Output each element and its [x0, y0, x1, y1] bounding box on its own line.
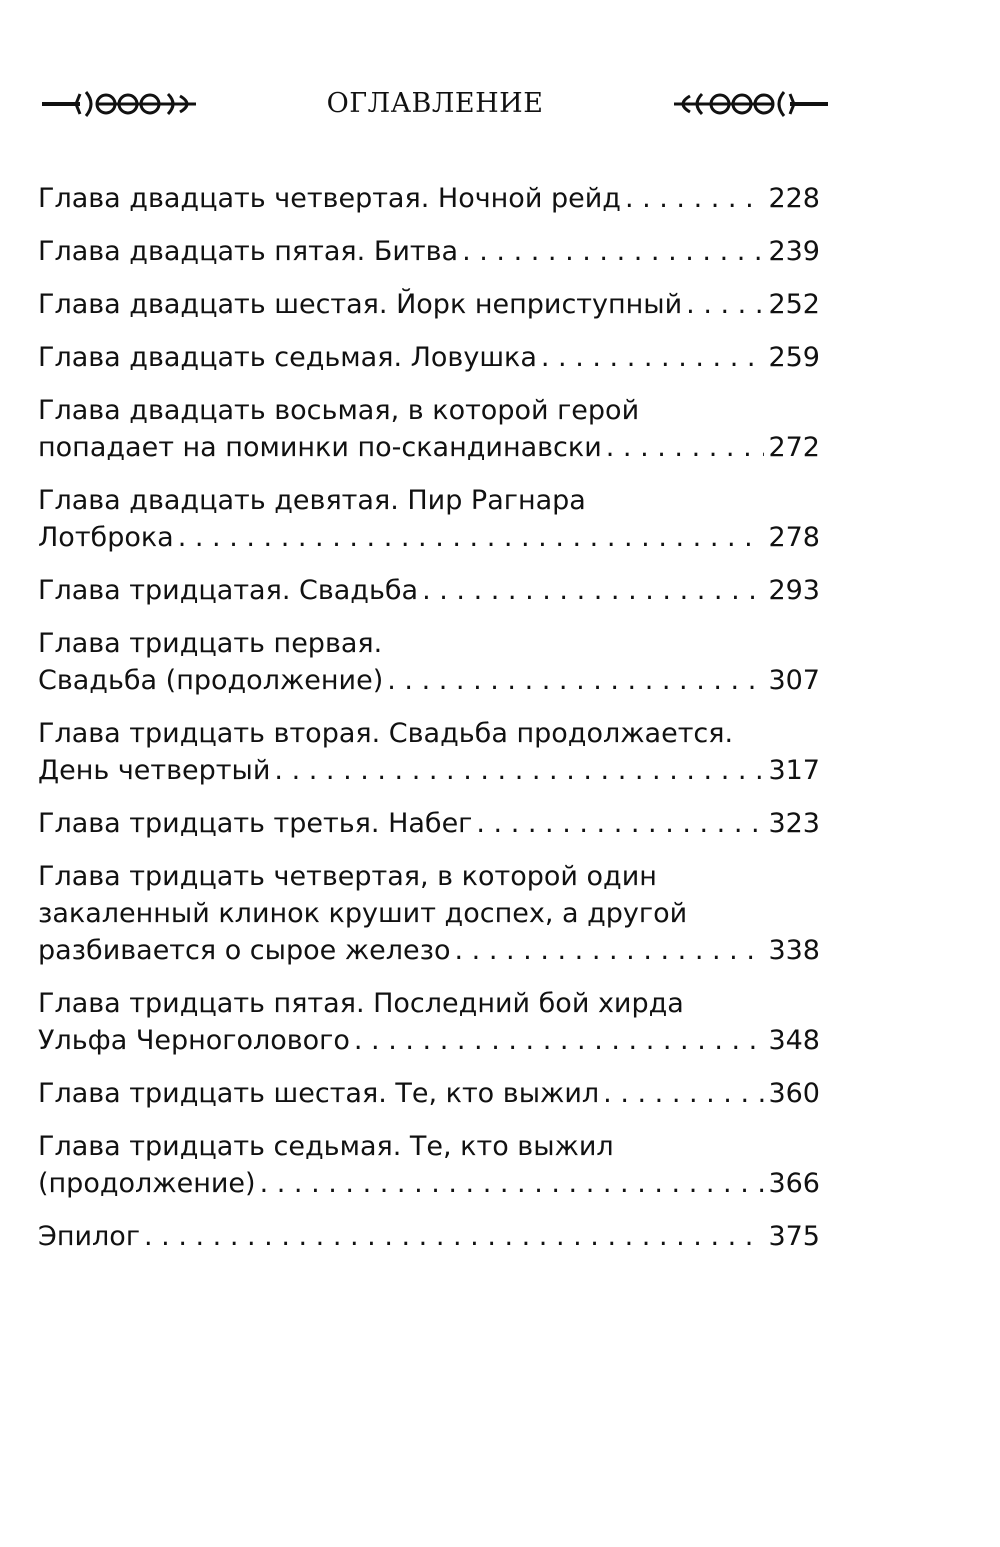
toc-entry-title-line: Глава тридцать вторая. Свадьба продолжается. — [38, 718, 734, 749]
toc-entry — [38, 286, 820, 323]
dot-leader — [354, 1022, 765, 1059]
toc-entry-last-line — [38, 1218, 820, 1255]
toc-entry — [38, 1075, 820, 1112]
toc-entry-title-line: Глава тридцать первая. — [38, 628, 383, 659]
page-title: ОГЛАВЛЕНИЕ — [326, 88, 544, 119]
dot-leader — [260, 1165, 765, 1202]
toc-entry-page-number: 259 — [768, 342, 820, 373]
toc-entry-title-line: Глава тридцать седьмая. Те, кто выжил — [38, 1131, 614, 1162]
dot-leader — [178, 519, 765, 556]
toc-entry-last-line — [38, 286, 820, 323]
toc-entry-last-line — [38, 932, 820, 969]
toc-entry-title-line: Глава двадцать пятая. Битва — [38, 236, 459, 267]
toc-entry-title-line: попадает на поминки по-скандинавски — [38, 432, 602, 463]
toc-entry-title-line: Глава тридцать пятая. Последний бой хирда — [38, 988, 684, 1019]
toc-header — [40, 78, 830, 130]
toc-entry — [38, 1218, 820, 1255]
toc-entry — [38, 858, 820, 969]
toc-entry-page-number: 338 — [768, 935, 820, 966]
toc-entry-page-number: 317 — [768, 755, 820, 786]
toc-entry-title-line: (продолжение) — [38, 1168, 256, 1199]
toc-entry — [38, 625, 820, 699]
toc-entry-last-line — [38, 1165, 820, 1202]
toc-entry-last-line — [38, 519, 820, 556]
toc-entry-page-number: 252 — [768, 289, 820, 320]
toc-entry-title-line: Свадьба (продолжение) — [38, 665, 384, 696]
toc-entry-last-line — [38, 339, 820, 376]
toc-entry — [38, 985, 820, 1059]
toc-entry-page-number: 348 — [768, 1025, 820, 1056]
toc-entry-page-number: 323 — [768, 808, 820, 839]
dot-leader — [541, 339, 765, 376]
toc-entry-last-line — [38, 1075, 820, 1112]
toc-entry — [38, 805, 820, 842]
toc-entry-title-line: Лотброка — [38, 522, 174, 553]
dot-leader — [603, 1075, 764, 1112]
toc-entry-last-line — [38, 572, 820, 609]
toc-entry-last-line — [38, 429, 820, 466]
dot-leader — [476, 805, 764, 842]
toc-entry — [38, 482, 820, 556]
toc-entry-page-number: 239 — [768, 236, 820, 267]
toc-entry — [38, 392, 820, 466]
table-of-contents — [38, 180, 820, 1271]
dot-leader — [144, 1218, 764, 1255]
toc-entry-page-number: 293 — [768, 575, 820, 606]
toc-entry — [38, 572, 820, 609]
toc-entry-page-number: 272 — [768, 432, 820, 463]
toc-entry — [38, 233, 820, 270]
dot-leader — [387, 662, 764, 699]
toc-entry-title-line: Глава двадцать шестая. Йорк неприступный — [38, 289, 683, 320]
toc-entry-title-line: Глава тридцать шестая. Те, кто выжил — [38, 1078, 600, 1109]
toc-entry-title-line: День четвертый — [38, 755, 271, 786]
right-ornament-icon — [670, 78, 830, 130]
toc-entry-page-number: 228 — [768, 183, 820, 214]
toc-entry-title-line: Глава тридцать третья. Набег — [38, 808, 473, 839]
toc-entry-title-line: Глава двадцать седьмая. Ловушка — [38, 342, 537, 373]
dot-leader — [462, 233, 764, 270]
toc-entry-page-number: 360 — [768, 1078, 820, 1109]
toc-entry-last-line — [38, 1022, 820, 1059]
toc-entry — [38, 339, 820, 376]
toc-entry — [38, 180, 820, 217]
toc-entry — [38, 1128, 820, 1202]
toc-entry — [38, 715, 820, 789]
toc-entry-page-number: 366 — [768, 1168, 820, 1199]
dot-leader — [606, 429, 765, 466]
toc-entry-page-number: 307 — [768, 665, 820, 696]
toc-entry-page-number: 375 — [768, 1221, 820, 1252]
toc-entry-title-line: Глава двадцать четвертая. Ночной рейд — [38, 183, 621, 214]
toc-entry-title-line: разбивается о сырое железо — [38, 935, 451, 966]
dot-leader — [274, 752, 764, 789]
dot-leader — [455, 932, 765, 969]
dot-leader — [625, 180, 765, 217]
toc-entry-last-line — [38, 752, 820, 789]
toc-entry-title-line: Эпилог — [38, 1221, 141, 1252]
toc-entry-title-line: Глава двадцать девятая. Пир Рагнара — [38, 485, 586, 516]
dot-leader — [422, 572, 764, 609]
toc-entry-title-line: Глава тридцатая. Свадьба — [38, 575, 419, 606]
toc-entry-title-line: Глава тридцать четвертая, в которой один — [38, 861, 657, 892]
toc-entry-last-line — [38, 180, 820, 217]
toc-entry-title-line: Глава двадцать восьмая, в которой герой — [38, 395, 640, 426]
toc-entry-title-line: Ульфа Черноголового — [38, 1025, 350, 1056]
toc-entry-page-number: 278 — [768, 522, 820, 553]
toc-entry-last-line — [38, 662, 820, 699]
dot-leader — [686, 286, 764, 323]
toc-entry-last-line — [38, 233, 820, 270]
toc-entry-last-line — [38, 805, 820, 842]
toc-entry-title-line: закаленный клинок крушит доспех, а другой — [38, 898, 688, 929]
